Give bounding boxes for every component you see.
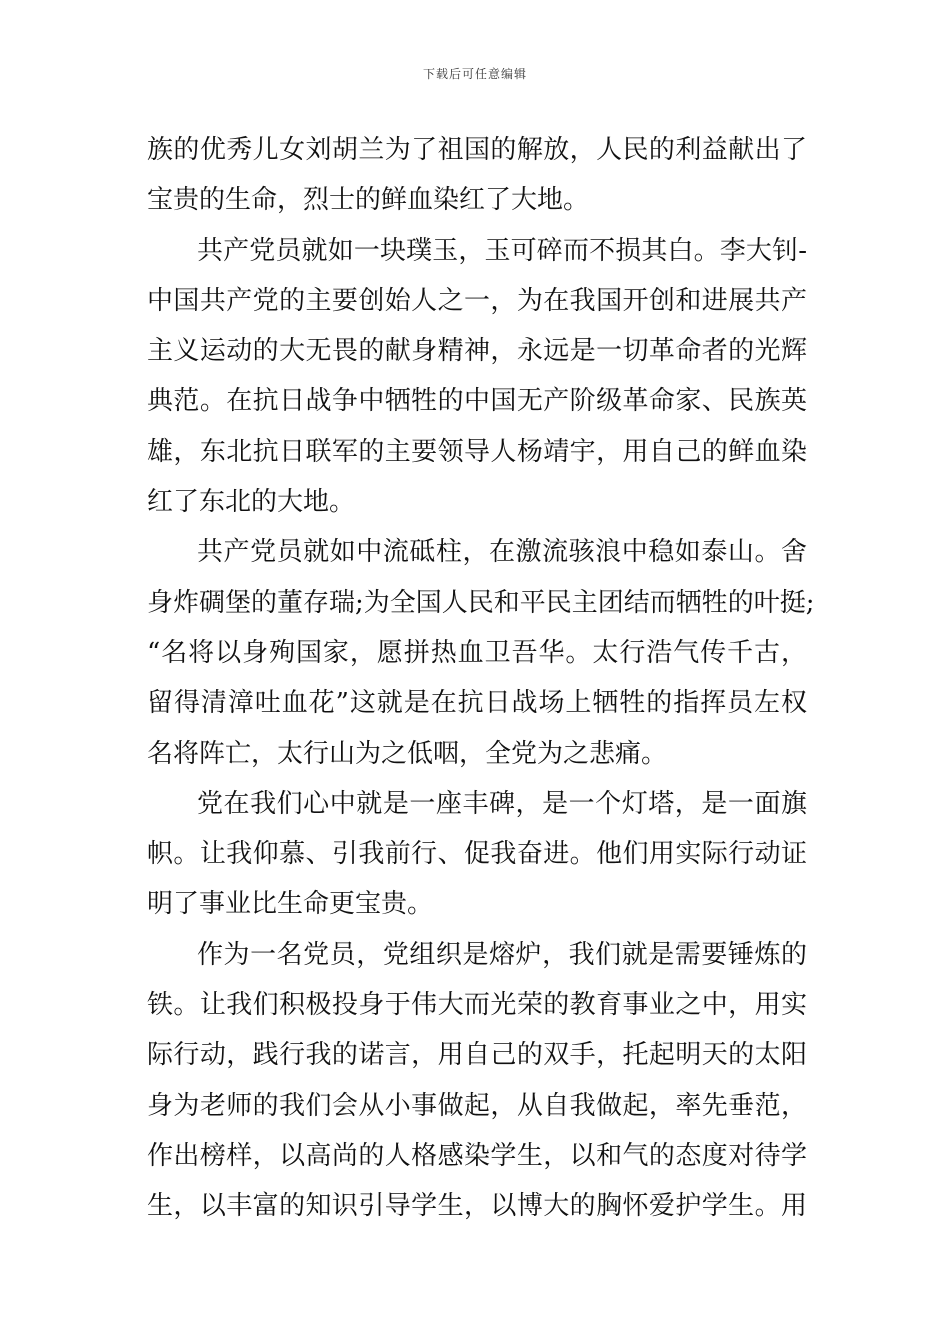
text-line: 主义运动的大无畏的献身精神，永远是一切革命者的光辉 xyxy=(147,336,807,367)
text-line: 名将阵亡，太行山为之低咽，全党为之悲痛。 xyxy=(147,738,668,769)
text-line: 铁。让我们积极投身于伟大而光荣的教育事业之中，用实 xyxy=(147,990,807,1021)
text-line: 身为老师的我们会从小事做起，从自我做起，率先垂范， xyxy=(147,1090,807,1121)
text-line: 族的优秀儿女刘胡兰为了祖国的解放，人民的利益献出了 xyxy=(147,135,807,165)
text-line: 雄，东北抗日联军的主要领导人杨靖宇，用自己的鲜血染 xyxy=(147,436,807,467)
paragraph-start-line: 共产党员就如中流砥柱，在激流骇浪中稳如泰山。舍 xyxy=(197,537,807,568)
page-header: 下载后可任意编辑 xyxy=(422,67,527,81)
paragraph-start-line: 作为一名党员，党组织是熔炉，我们就是需要锤炼的 xyxy=(197,939,807,970)
text-line: 作出榜样，以高尚的人格感染学生，以和气的态度对待学 xyxy=(147,1140,807,1171)
paragraph-start-line: 共产党员就如一块璞玉，玉可碎而不损其白。李大钊- xyxy=(197,235,807,266)
body-text xyxy=(147,125,815,1232)
text-line: 红了东北的大地。 xyxy=(147,487,356,518)
text-line: 身炸碉堡的董存瑞;为全国人民和平民主团结而牺牲的叶挺; xyxy=(147,587,815,618)
text-line: 宝贵的生命，烈士的鲜血染红了大地。 xyxy=(147,185,590,216)
text-line: 生，以丰富的知识引导学生，以博大的胸怀爱护学生。用 xyxy=(147,1191,807,1222)
paragraph-start-line: 党在我们心中就是一座丰碑，是一个灯塔，是一面旗 xyxy=(197,788,807,819)
text-line: 留得清漳吐血花”这就是在抗日战场上牺牲的指挥员左权 xyxy=(147,688,807,719)
text-line: “名将以身殉国家，愿拼热血卫吾华。太行浩气传千古， xyxy=(147,637,807,668)
text-line: 典范。在抗日战争中牺牲的中国无产阶级革命家、民族英 xyxy=(147,386,807,417)
text-line: 明了事业比生命更宝贵。 xyxy=(147,889,434,920)
text-line: 帜。让我仰慕、引我前行、促我奋进。他们用实际行动证 xyxy=(147,839,807,870)
text-line: 际行动，践行我的诺言，用自己的双手，托起明天的太阳 xyxy=(147,1040,807,1071)
text-line: 中国共产党的主要创始人之一，为在我国开创和进展共产 xyxy=(147,285,807,316)
